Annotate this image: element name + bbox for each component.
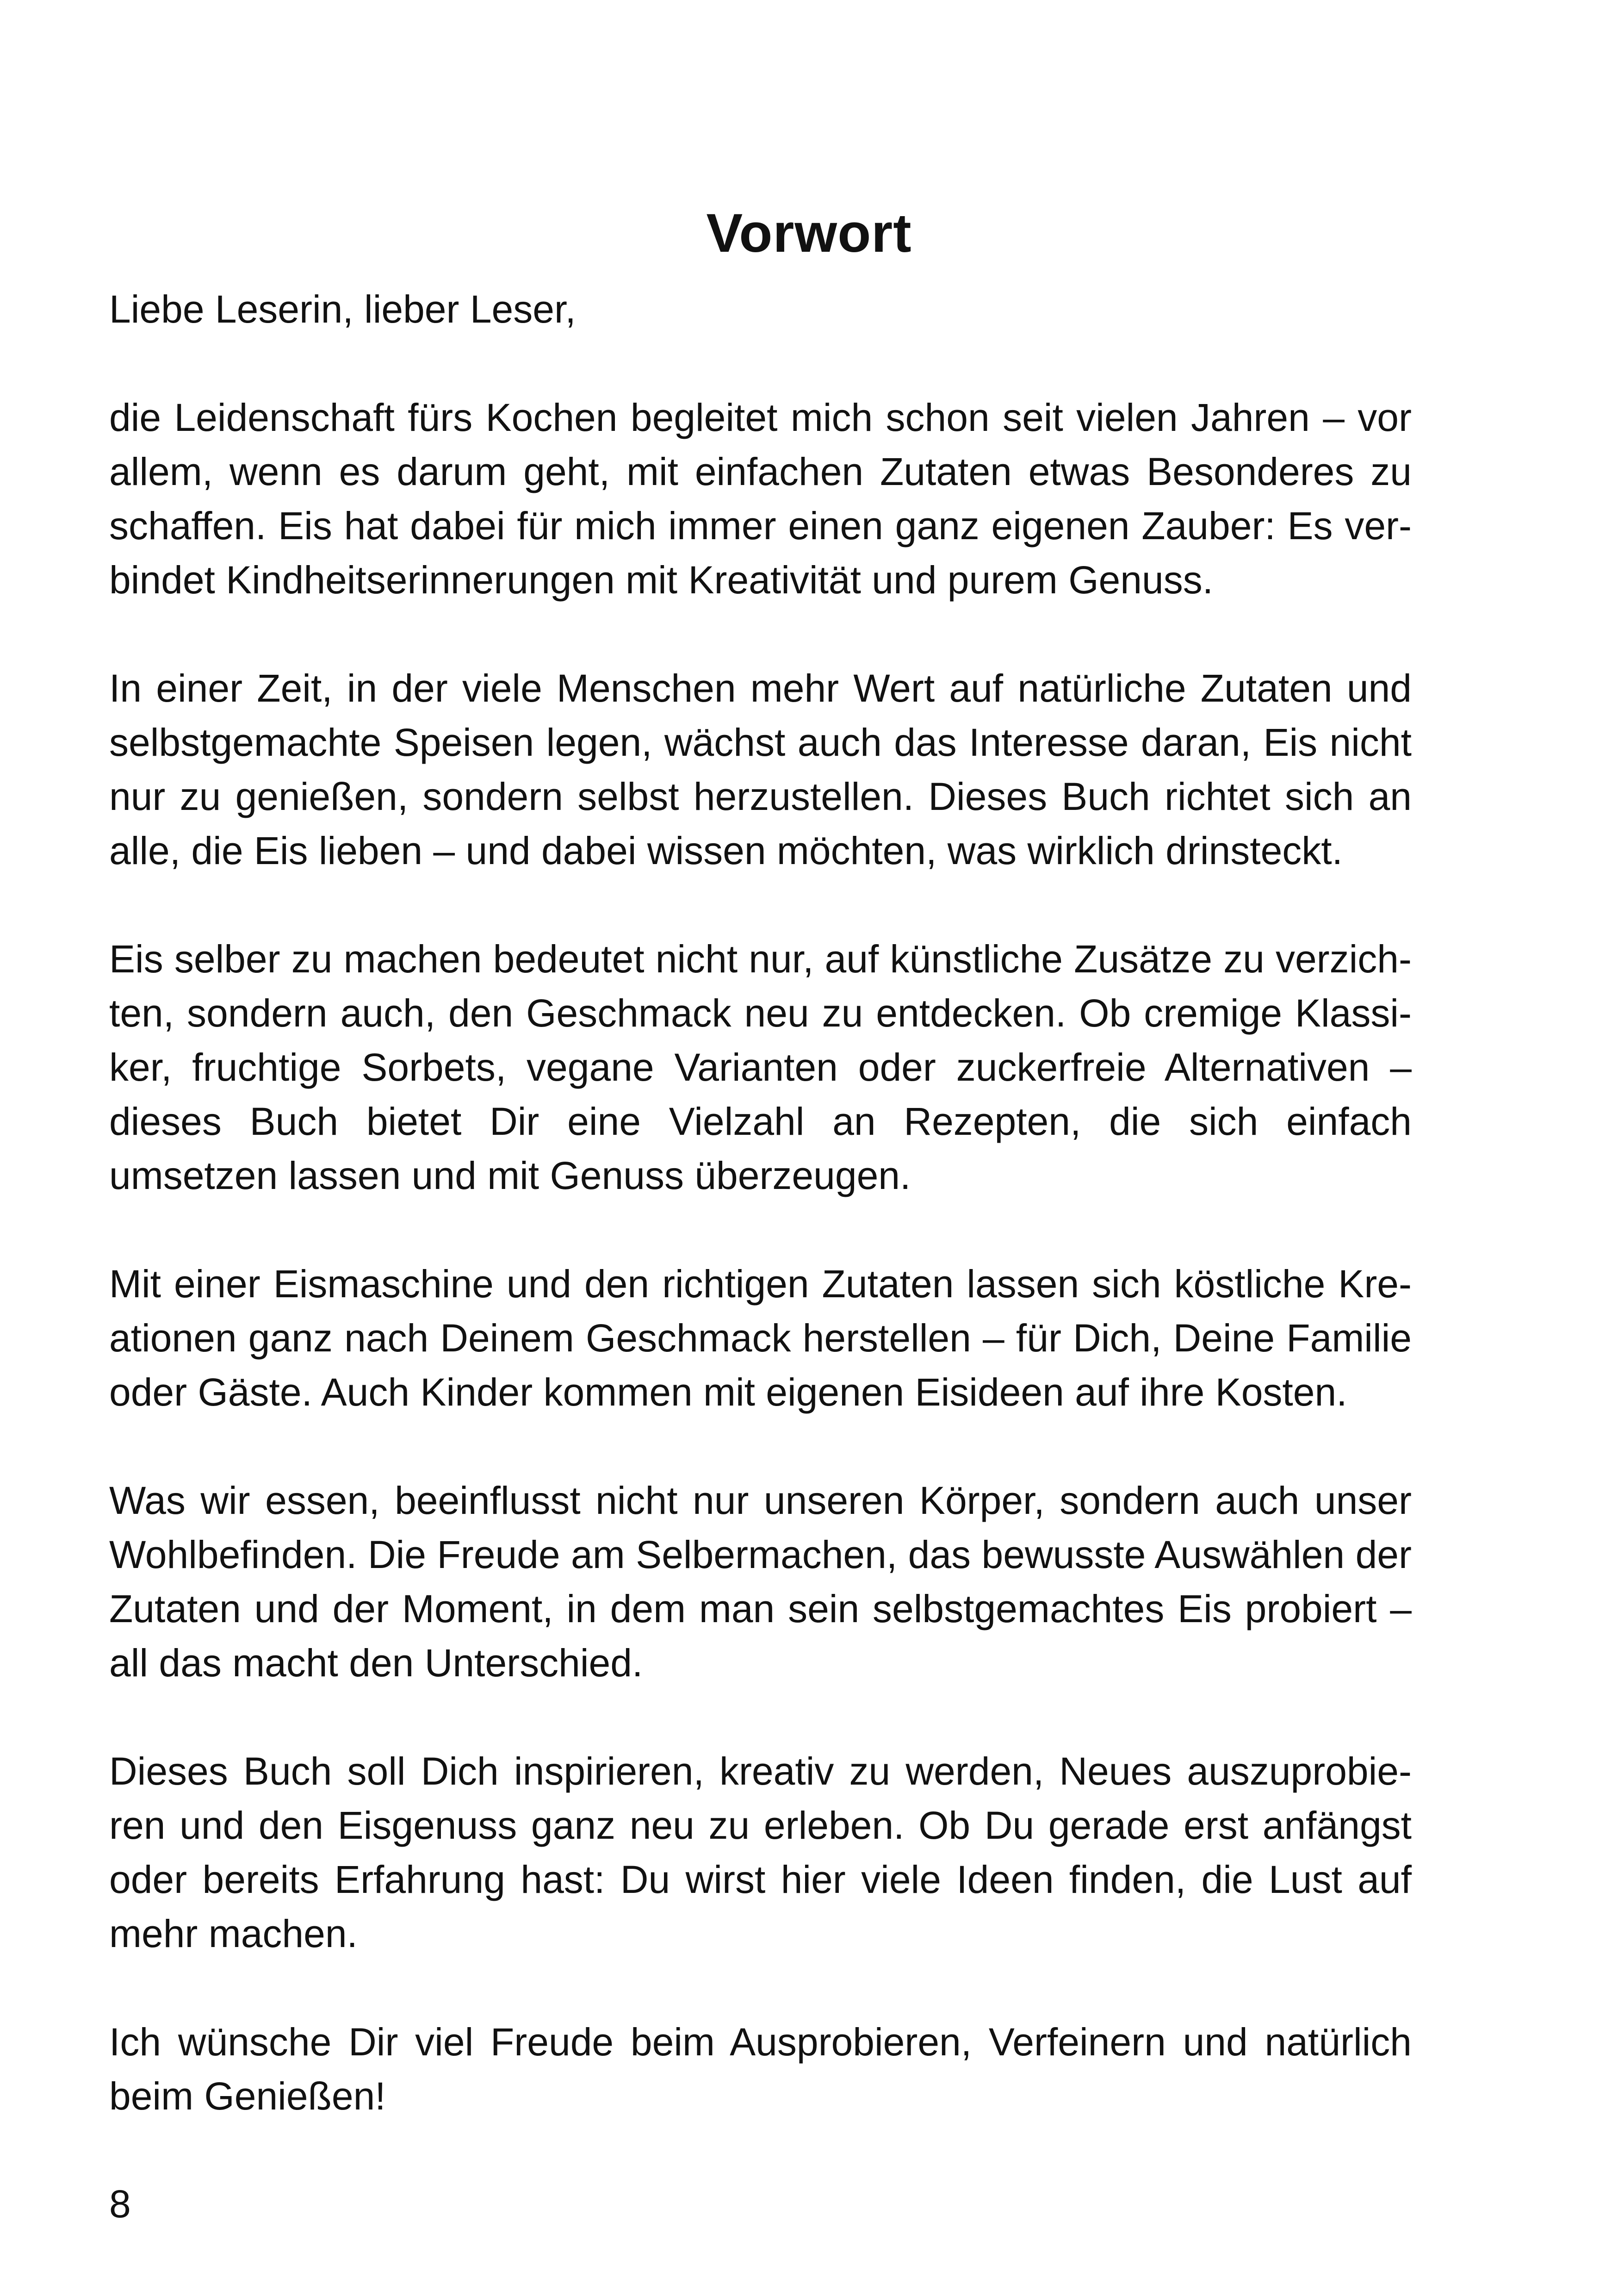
paragraph: die Leidenschaft fürs Kochen begleitet mich schon seit vielen Jahren – vor allem, wenn es darum geht, mit einfachen Zutaten etwas Besonderes zu schaffen. Eis hat dabei für mich immer einen ganz eigenen Zauber: Es verbindet Kindheitserinnerungen mit Kreativität und purem Genuss. <box>109 396 1412 602</box>
paragraph: In einer Zeit, in der viele Menschen mehr Wert auf natürliche Zutaten und selbstgemachte Speisen legen, wächst auch das Interesse daran, Eis nicht nur zu genießen, sondern selbst herzustellen. Dieses Buch richtet sich an alle, die Eis lieben – und dabei wissen möchten, was wirklich drinsteckt. <box>109 666 1412 872</box>
paragraph: Mit einer Eismaschine und den richtigen Zutaten lassen sich köstliche Kreationen ganz nach Deinem Geschmack herstellen – für Dich, Deine Familie oder Gäste. Auch Kinder kommen mit eigenen Eisideen auf ihre Kosten. <box>109 1262 1412 1414</box>
body-text <box>109 282 1412 2123</box>
paragraph: Dieses Buch soll Dich inspirieren, kreativ zu werden, Neues auszuprobieren und den Eisgenuss ganz neu zu erleben. Ob Du gerade erst anfängst oder bereits Erfahrung hast: Du wirst hier viele Ideen finden, die Lust auf mehr machen. <box>109 1749 1412 1955</box>
paragraph: Eis selber zu machen bedeutet nicht nur, auf künstliche Zusätze zu verzichten, sondern auch, den Geschmack neu zu entdecken. Ob cremige Klassiker, fruchtige Sorbets, vegane Varianten oder zuckerfreie Alternativen – dieses Buch bietet Dir eine Vielzahl an Rezepten, die sich einfach umsetzen lassen und mit Genuss überzeugen. <box>109 937 1412 1197</box>
salutation: Liebe Leserin, lieber Leser, <box>109 287 576 331</box>
page-number: 8 <box>109 2182 131 2226</box>
paragraph: Was wir essen, beeinflusst nicht nur unseren Körper, sondern auch unser Wohlbefinden. Die Freude am Selbermachen, das bewusste Auswählen der Zutaten und der Moment, in dem man sein selbstgemachtes Eis probiert – all das macht den Unterschied. <box>109 1479 1412 1685</box>
page-title: Vorwort <box>706 203 912 264</box>
paragraph: Ich wünsche Dir viel Freude beim Ausprobieren, Verfeinern und natürlich beim Genießen! <box>109 2020 1412 2118</box>
